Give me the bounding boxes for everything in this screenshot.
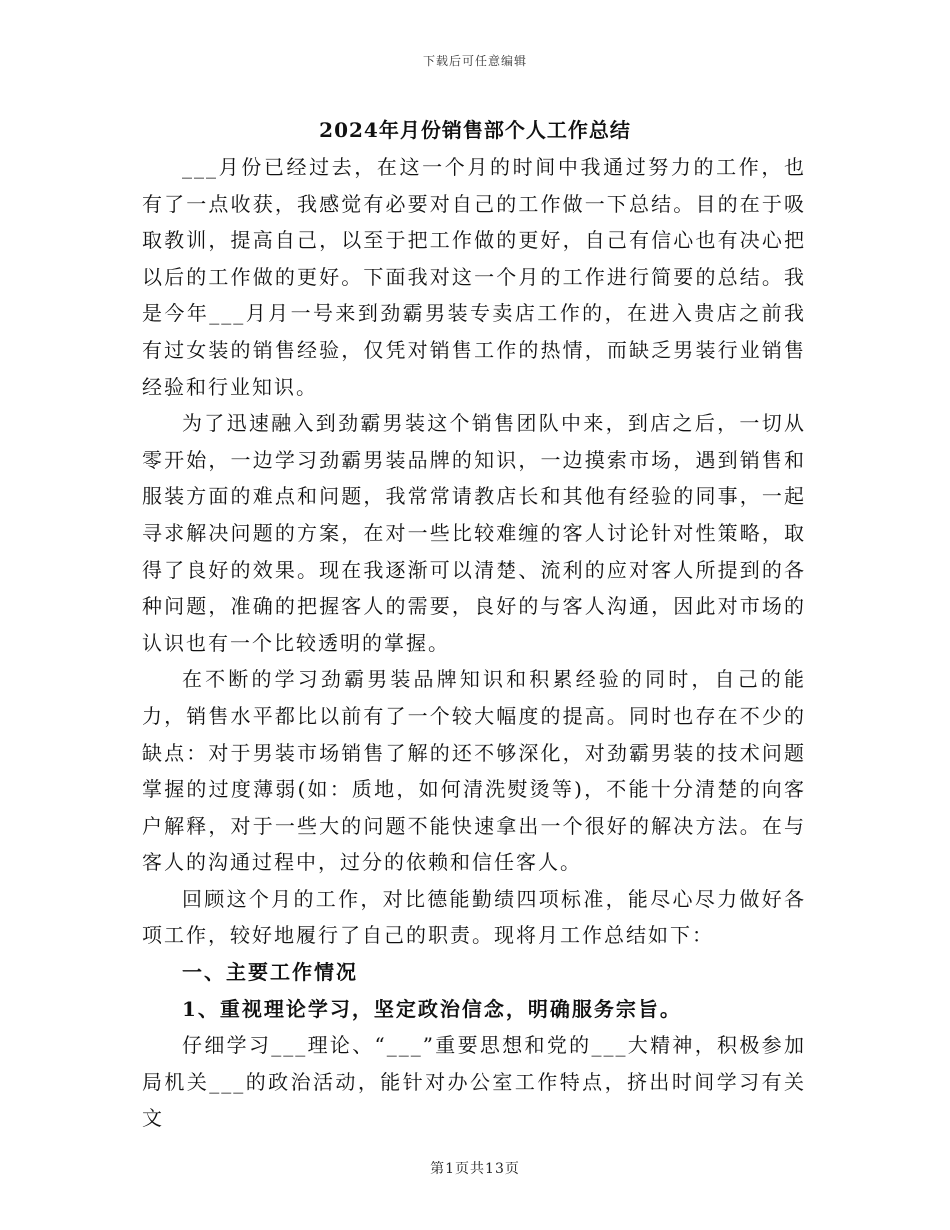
page-number: 第1页共13页 xyxy=(430,1161,520,1177)
paragraph: 回顾这个月的工作，对比德能勤绩四项标准，能尽心尽力做好各项工作，较好地履行了自己的职责。现将月工作总结如下： xyxy=(142,886,806,948)
paragraph: ___月份已经过去，在这一个月的时间中我通过努力的工作，也有了一点收获，我感觉有必要对自己的工作做一下总结。目的在于吸取教训，提高自己，以至于把工作做的更好，自己有信心也有决心把以后的工作做的更好。下面我对这一个月的工作进行简要的总结。我是今年___月月一号来到劲霸男装专卖店工作的，在进入贵店之前我有过女装的销售经验，仅凭对销售工作的热情，而缺乏男装行业销售经验和行业知识。 xyxy=(142,155,806,399)
document-title: 2024年月份销售部个人工作总结 xyxy=(319,118,631,142)
header-note: 下载后可任意编辑 xyxy=(422,54,527,68)
section-heading: 一、主要工作情况 xyxy=(182,960,358,985)
paragraph: 在不断的学习劲霸男装品牌知识和积累经验的同时，自己的能力，销售水平都比以前有了一个较大幅度的提高。同时也存在不少的缺点：对于男装市场销售了解的还不够深化，对劲霸男装的技术问题掌握的过度薄弱(如：质地，如何清洗熨烫等)，不能十分清楚的向客户解释，对于一些大的问题不能快速拿出一个很好的解决方法。在与客人的沟通过程中，过分的依赖和信任客人。 xyxy=(142,667,806,875)
document-body xyxy=(142,149,806,1137)
paragraph: 仔细学习___理论、“___”重要思想和党的___大精神，积极参加局机关___的政治活动，能针对办公室工作特点，挤出时间学习有关文 xyxy=(142,1033,806,1131)
paragraph: 为了迅速融入到劲霸男装这个销售团队中来，到店之后，一切从零开始，一边学习劲霸男装品牌的知识，一边摸索市场，遇到销售和服装方面的难点和问题，我常常请教店长和其他有经验的同事，一起寻求解决问题的方案，在对一些比较难缠的客人讨论针对性策略，取得了良好的效果。现在我逐渐可以清楚、流利的应对客人所提到的各种问题，准确的把握客人的需要，良好的与客人沟通，因此对市场的认识也有一个比较透明的掌握。 xyxy=(142,411,806,655)
subsection-heading: 1、重视理论学习，坚定政治信念，明确服务宗旨。 xyxy=(182,996,682,1021)
